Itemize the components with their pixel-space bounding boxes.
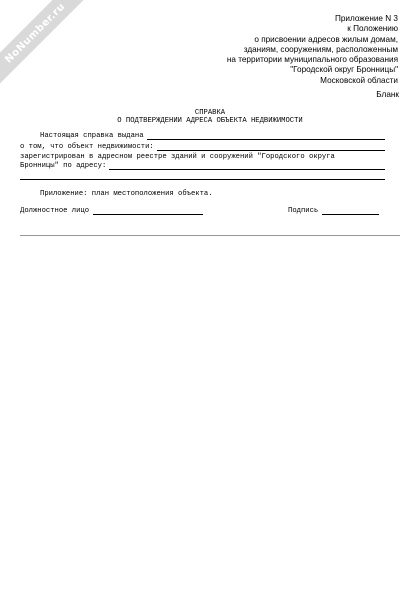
- attachment-note: Приложение: план местоположения объекта.: [40, 190, 213, 198]
- header-line: о присвоении адресов жилым домам,: [254, 34, 398, 44]
- header-line: зданиям, сооружениям, расположенным: [243, 44, 398, 54]
- document-title-block: [20, 109, 400, 125]
- issued-to-row: [20, 132, 385, 140]
- issued-to-field[interactable]: [147, 132, 385, 140]
- official-field[interactable]: [93, 207, 203, 215]
- appendix-header: [188, 14, 398, 86]
- header-line: на территории муниципального образования: [226, 55, 398, 65]
- watermark-ribbon: [0, 0, 96, 94]
- blank-label: Бланк: [376, 90, 399, 99]
- address-field[interactable]: [109, 162, 385, 170]
- object-label: о том, что объект недвижимости:: [20, 143, 154, 151]
- official-label: Должностное лицо: [20, 207, 90, 215]
- header-line: Московской области: [320, 75, 398, 85]
- signature-row: [288, 207, 379, 215]
- address-row: [20, 162, 385, 170]
- document-subtitle: О ПОДТВЕРЖДЕНИИ АДРЕСА ОБЪЕКТА НЕДВИЖИМОСТИ: [117, 117, 303, 125]
- object-field[interactable]: [157, 143, 385, 151]
- signature-label: Подпись: [288, 207, 319, 215]
- document-title: СПРАВКА: [194, 109, 226, 117]
- object-row: [20, 143, 385, 151]
- official-signature-row: [20, 207, 203, 215]
- header-line: Приложение N 3: [334, 14, 398, 23]
- header-line: к Положению: [347, 24, 398, 34]
- signature-field[interactable]: [322, 207, 379, 215]
- watermark-text: NoNumber.ru: [2, 0, 68, 66]
- registered-text: зарегистрирован в адресном реестре зданий и сооружений "Городского округа: [20, 153, 335, 161]
- address-continuation-line[interactable]: [20, 179, 385, 180]
- bottom-divider: [20, 235, 400, 236]
- issued-to-label: Настоящая справка выдана: [40, 132, 144, 140]
- address-label: Бронницы" по адресу:: [20, 162, 107, 170]
- header-line: "Городской округ Бронницы": [290, 65, 398, 75]
